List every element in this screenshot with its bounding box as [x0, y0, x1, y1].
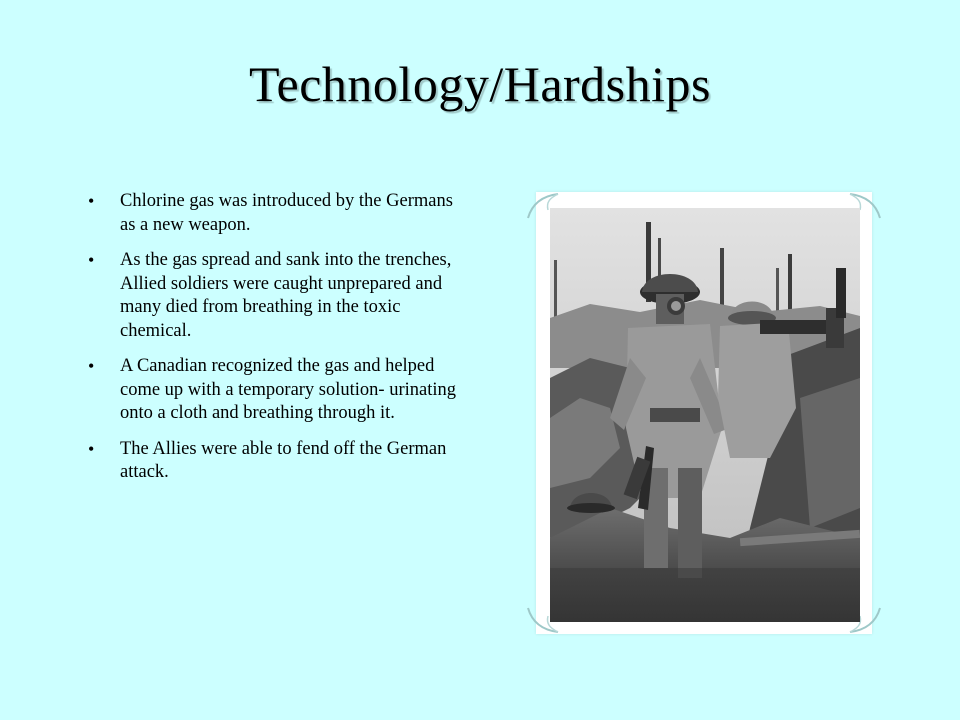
- trench-photo-illustration: [550, 208, 860, 622]
- bullet-text: A Canadian recognized the gas and helped come up with a temporary solution- urinating onto a cloth and breathing through it.: [120, 356, 457, 423]
- bullet-item: [88, 355, 458, 426]
- bullet-text: Chlorine gas was introduced by the Germans as a new weapon.: [120, 191, 453, 235]
- bullet-list: [88, 190, 458, 497]
- slide-title: Technology/Hardships: [249, 56, 711, 112]
- bullet-item: [88, 190, 458, 237]
- bullet-icon: •: [88, 191, 95, 211]
- bullet-text: The Allies were able to fend off the German attack.: [120, 438, 447, 482]
- trench-soldiers-photo: [550, 208, 860, 622]
- bullet-icon: •: [88, 438, 95, 459]
- bullet-icon: •: [88, 356, 95, 376]
- bullet-item: [88, 438, 458, 485]
- bullet-text: As the gas spread and sank into the trenches, Allied soldiers were caught unprepared and many died from breathing in the toxic chemical.: [120, 250, 452, 341]
- bullet-item: [88, 249, 458, 343]
- bullet-icon: •: [88, 250, 95, 270]
- photo-frame: [526, 184, 882, 642]
